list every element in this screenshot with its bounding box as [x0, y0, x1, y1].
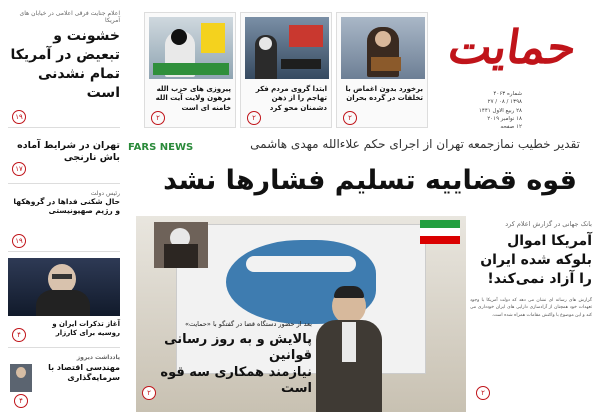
top-thumb-2[interactable] [240, 12, 332, 128]
story-headline: مهندسی اقتصاد با سرمایه‌گذاری [48, 363, 120, 382]
main-photo[interactable] [136, 216, 466, 412]
story-headline: حال شکنی فداها در گروهکها و رژیم صهیونیستی [13, 197, 120, 216]
photo-caption [140, 320, 312, 397]
left-story-2[interactable] [8, 140, 120, 184]
page-badge: ۲ [343, 111, 357, 125]
thumb-caption: پیروزی های حزب الله مرهون ولایت آیت الله خامنه ای است [155, 85, 231, 112]
left-story-photo [8, 258, 120, 316]
story-kicker: یادداشت دیروز [76, 354, 120, 361]
top-thumb-3[interactable] [144, 12, 236, 128]
thumb-caption: ابتدا گروی مردم فکر تهاجم را از ذهن دشمنان محو کرد [255, 85, 327, 112]
left-lead-story[interactable] [8, 10, 120, 128]
main-headline[interactable]: قوه قضاییه تسلیم فشارها نشد [163, 165, 577, 196]
page-badge: ۱۹ [12, 110, 26, 124]
story-headline: آغاز تذکرات ایران و روسیه برای کارزار [52, 320, 120, 337]
thumb-photo [149, 17, 233, 79]
photo-caption-line-2: پالایش و به روز رسانی قوانین [164, 332, 312, 364]
page-badge: ۲ [151, 111, 165, 125]
story-headline: خشونت و تبعیض در آمریکا تمام نشدنی است [10, 28, 120, 101]
story-headline: تهران در شرایط آماده باش نارنجی [17, 140, 120, 163]
story-body: گزارش های رسانه ای نشان می دهد که دولت آمریکا با وجود تعهدات خود همچنان از آزادسازی دارایی های ایران خودداری می کند و این موضوع با واکنش مقامات همراه شده است. [470, 297, 592, 318]
thumb-photo [341, 17, 425, 79]
photo-caption-line-3: نیازمند همکاری سه قوه است [160, 364, 312, 396]
page-badge: ۴ [12, 328, 26, 342]
page-badge: ۲ [476, 386, 490, 400]
story-kicker: رئیس دولت [90, 190, 120, 197]
right-story[interactable] [470, 220, 592, 397]
story-headline: آمریکا اموال بلوکه شده ایران را آزاد نمی‌کند! [480, 233, 592, 287]
issue-line: ۱۳۹۸ / ۰۸ / ۲۷ [487, 99, 522, 106]
issue-line: ۱۲ صفحه [500, 124, 522, 130]
main-kicker: تقدیر خطیب نمازجمعه تهران از اجرای حکم علاءالله مهدی هاشمی [250, 137, 580, 151]
thumb-photo [245, 17, 329, 79]
columnist-photo [10, 364, 32, 392]
issue-line: ۲۸ ربیع الاول ۱۴۴۱ [478, 107, 522, 114]
page-badge: ۴ [14, 394, 28, 408]
newspaper-logo: حمایت [445, 20, 580, 74]
photo-caption-line-1: بعد از حضور دستگاه قضا در گفتگو با «حمایت» [184, 320, 312, 328]
story-kicker: بانک جهانی در گزارش اعلام کرد [505, 220, 592, 228]
issue-line: ۱۸ نوامبر ۲۰۱۹ [487, 115, 522, 122]
left-story-3[interactable] [8, 190, 120, 252]
issue-info [432, 90, 522, 131]
fars-news-tag: FARS NEWS [128, 142, 194, 153]
left-column [8, 10, 120, 410]
page-badge: ۱۹ [12, 234, 26, 248]
story-kicker: اعلام جنایت فرقی اعلامی در خیابان های آمریکا [19, 10, 120, 24]
page-badge: ۲ [247, 111, 261, 125]
issue-line: شماره ۴۰۶۳ [493, 91, 522, 97]
page-badge: ۱۷ [12, 162, 26, 176]
left-story-5[interactable] [8, 354, 120, 410]
left-photo-story[interactable] [8, 258, 120, 348]
thumb-caption: برخورد بدون اغماض با تخلفات در گرده بحران [345, 85, 423, 103]
top-thumb-1[interactable] [336, 12, 428, 128]
page-badge: ۲ [142, 386, 156, 400]
